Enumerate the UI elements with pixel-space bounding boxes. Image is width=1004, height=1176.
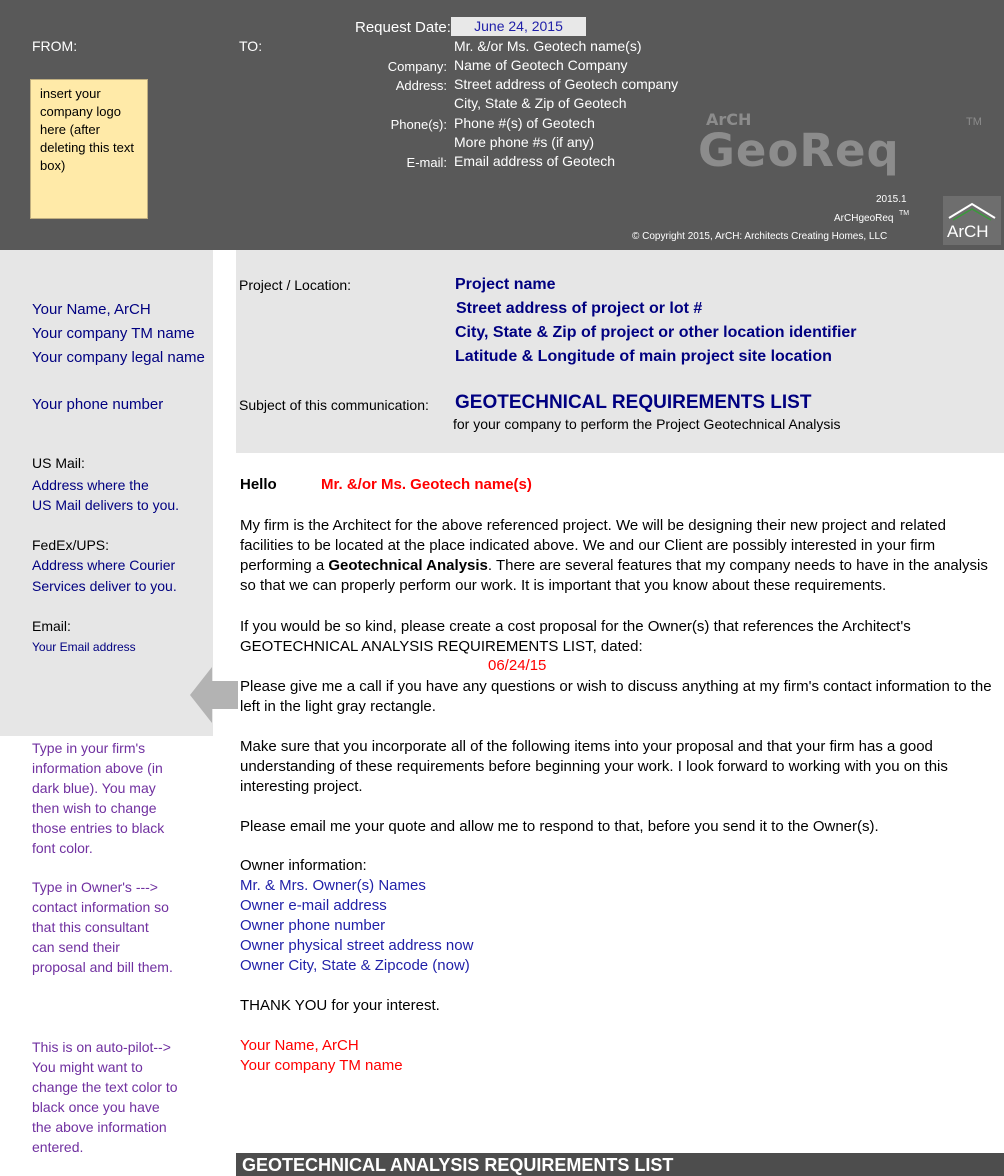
product-tm: TM [899,210,910,217]
note-firm-info: Type in your firm's information above (in dark blue). You may then wish to change those entries to black font color. [32,740,165,856]
fedex-label: FedEx/UPS: [32,537,110,553]
subject-subtitle: for your company to perform the Project Geotechnical Analysis [453,416,841,432]
owner-street: Owner physical street address now [240,937,474,954]
sender-name: Your Name, ArCH [32,301,151,318]
sender-legal-name: Your company legal name [32,349,205,366]
phone-line2: More phone #s (if any) [454,134,595,150]
fedex-line2: Services deliver to you. [32,578,177,594]
note-owner-info: Type in Owner's ---> contact information so that this consultant can send their proposal and bill them. [32,879,173,975]
copyright-text: © Copyright 2015, ArCH: Architects Creating Homes, LLC [632,231,888,242]
recipient-name: Mr. &/or Ms. Geotech name(s) [454,38,642,54]
usmail-label: US Mail: [32,455,85,471]
version-text: 2015.1 [876,194,907,205]
owner-phone: Owner phone number [240,917,386,934]
brand-tm: TM [966,116,982,128]
usmail-line1: Address where the [32,477,149,493]
fedex-line1: Address where Courier [32,557,176,573]
owner-city: Owner City, State & Zipcode (now) [240,957,470,974]
arch-logo [943,196,1001,245]
project-street: Street address of project or lot # [456,300,703,317]
subject-label: Subject of this communication: [239,397,429,413]
email-label: E-mail: [406,155,447,170]
project-city: City, State & Zip of project or other location identifier [455,324,857,341]
logo-placeholder-note[interactable]: insert your company logo here (after deleting this text box) [30,79,148,219]
brand-small-text: ArCH [706,110,752,129]
thank-you: THANK YOU for your interest. [240,997,440,1014]
arch-logo-text: ArCH [947,222,989,241]
sidebar-email-label: Email: [32,618,71,634]
greeting: Hello [240,476,277,493]
email-value: Email address of Geotech [454,153,616,169]
company-label: Company: [387,59,447,74]
request-date-field[interactable]: June 24, 2015 [451,17,586,36]
paragraph-intro: My firm is the Architect for the above referenced project. We will be designing their new project and related facilities to be located at the place indicated above. We and our Client are possibly interested in your firm performing a Geotechnical Analysis. There are several features that my company needs to have in the analysis so that we can properly perform our work. It is important that you know about these requirements. [240,517,988,594]
phone-label: Phone(s): [390,117,447,132]
left-arrow-icon [190,667,238,723]
brand-logo-text: GeoReq [698,124,900,177]
subject-title: GEOTECHNICAL REQUIREMENTS LIST [455,392,812,413]
greeting-addressee: Mr. &/or Ms. Geotech name(s) [321,476,532,493]
address-line1: Street address of Geotech company [454,76,679,92]
project-location-label: Project / Location: [239,277,352,293]
request-date-label: Request Date: [355,19,451,36]
company-value: Name of Geotech Company [454,57,628,73]
phone-line1: Phone #(s) of Geotech [454,115,595,131]
sender-contact-panel [0,250,213,736]
requirements-list-header: GEOTECHNICAL ANALYSIS REQUIREMENTS LIST [236,1153,1004,1176]
sender-phone: Your phone number [32,396,164,413]
paragraph-proposal-request: If you would be so kind, please create a cost proposal for the Owner(s) that references the Architect's GEOTECHNICAL ANALYSIS REQUIREMENTS LIST, dated: [240,618,911,655]
signature-name: Your Name, ArCH [240,1037,359,1054]
to-label: TO: [239,38,263,54]
project-latlong: Latitude & Longitude of main project site location [455,348,832,365]
note-auto-pilot: This is on auto-pilot--> You might want to change the text color to black once you have the above information entered. [32,1039,178,1155]
paragraph-incorporate: Make sure that you incorporate all of the following items into your proposal and that your firm has a good understanding of these requirements before beginning your work. I look forward to working with you on this interesting project. [240,738,948,795]
paragraph-call: Please give me a call if you have any questions or wish to discuss anything at my firm's contact information to the left in the light gray rectangle. [240,678,992,715]
owner-info-label: Owner information: [240,857,367,874]
owner-names: Mr. & Mrs. Owner(s) Names [240,877,426,894]
sidebar-email-value: Your Email address [32,640,136,654]
owner-email: Owner e-mail address [240,897,387,914]
address-line2: City, State & Zip of Geotech [454,95,627,111]
header-bar [0,0,1004,250]
signature-company: Your company TM name [240,1057,403,1074]
product-name: ArCHgeoReq [834,213,894,224]
list-date: 06/24/15 [488,657,547,674]
project-name: Project name [455,276,556,293]
sender-tm-name: Your company TM name [32,325,195,342]
paragraph-email-quote: Please email me your quote and allow me to respond to that, before you send it to the Owner(s). [240,818,879,835]
from-label: FROM: [32,38,78,54]
address-label: Address: [395,78,447,93]
usmail-line2: US Mail delivers to you. [32,497,180,513]
